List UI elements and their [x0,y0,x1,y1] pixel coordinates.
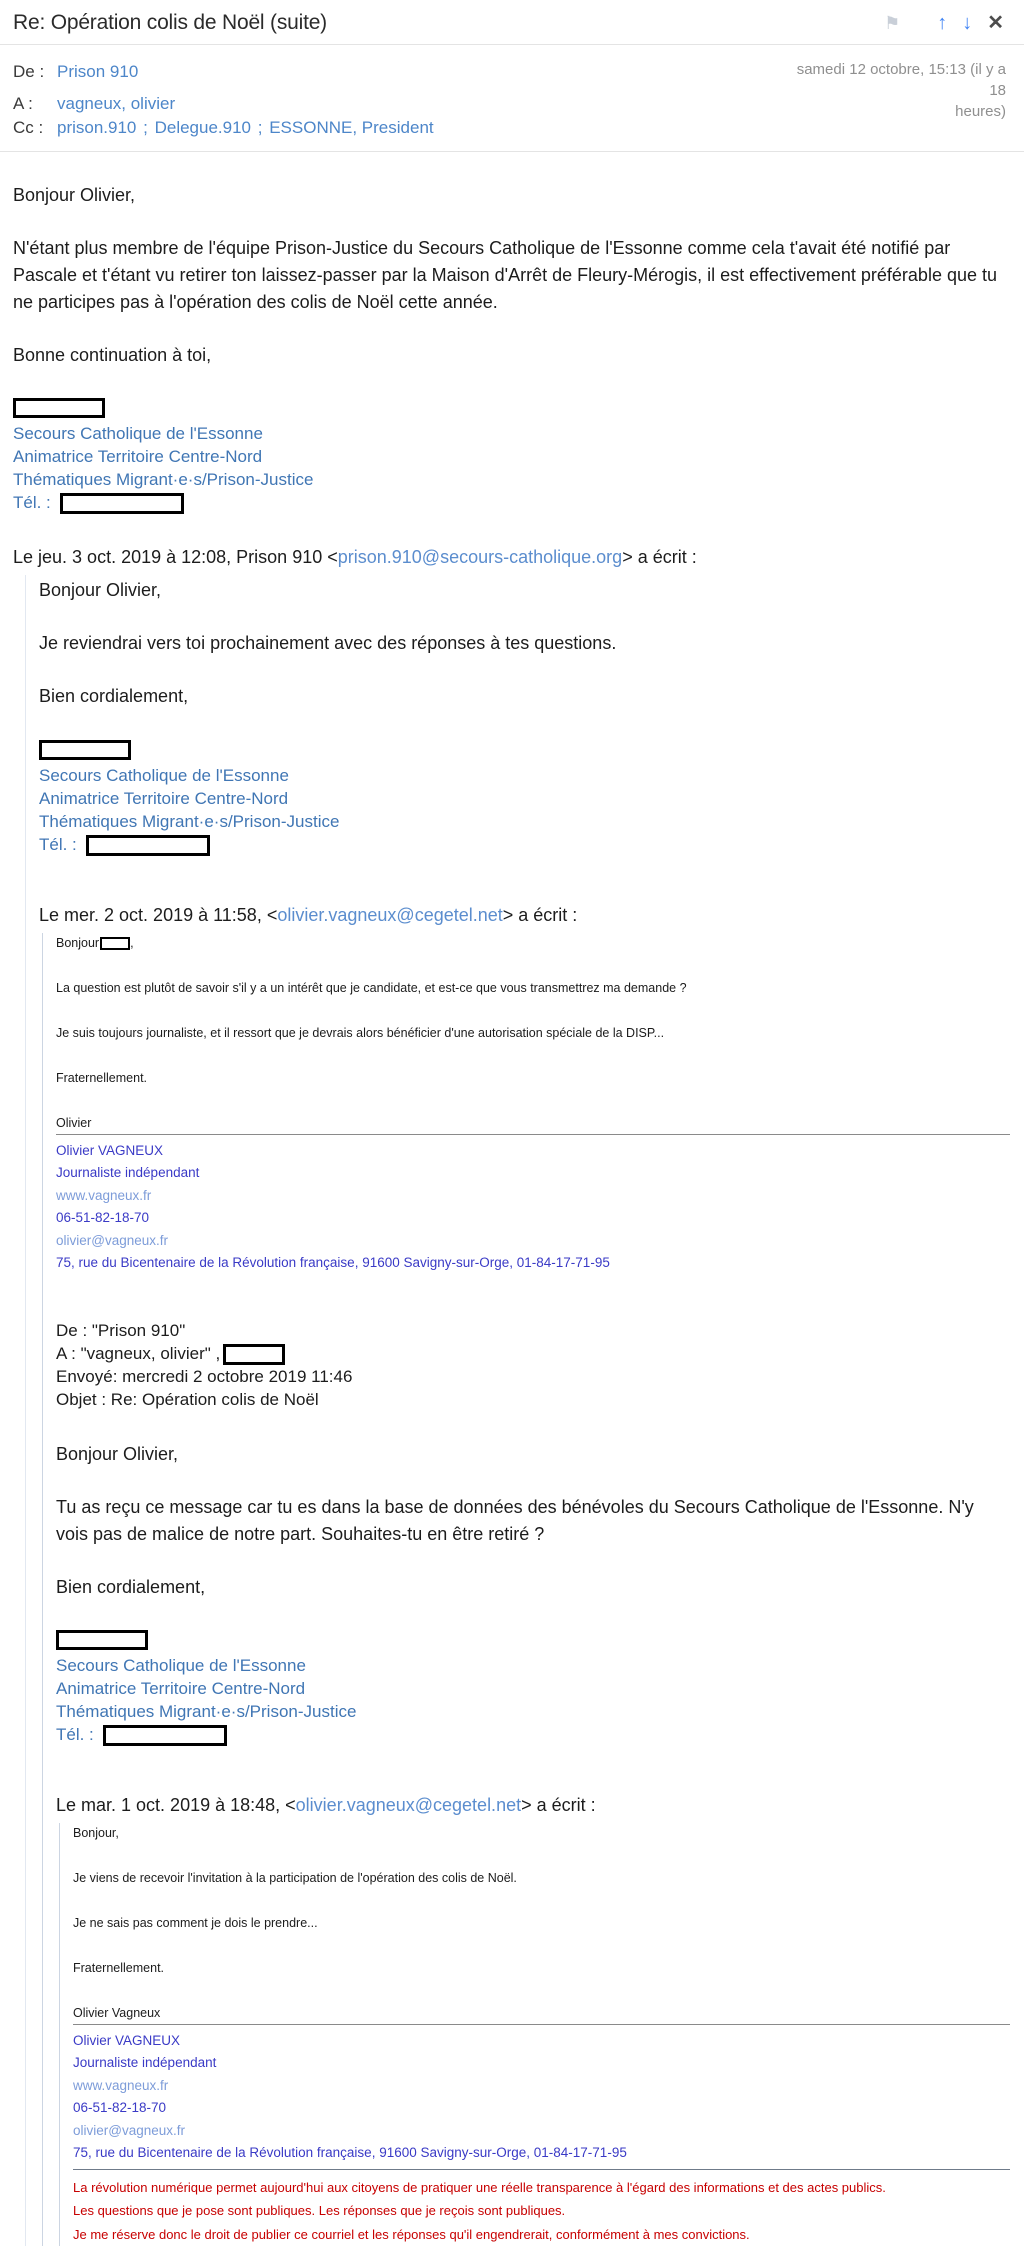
quote2-attribution-suffix: > a écrit : [502,904,578,925]
email-subject: Re: Opération colis de Noël (suite) [13,11,327,34]
vagneux-title: Journaliste indépendant [73,2055,217,2071]
q2-paragraph-3: Fraternellement. [56,1070,148,1085]
redacted-email [223,1344,285,1365]
vagneux-email-link[interactable]: olivier@vagneux.fr [56,1232,169,1248]
vagneux-name: Olivier VAGNEUX [56,1142,164,1158]
to-contact-link[interactable]: vagneux, olivier [57,94,176,113]
flag-icon[interactable]: ⚑ [884,13,901,33]
sc-signature-org: Secours Catholique de l'Essonne [13,424,263,444]
vagneux-address: 75, rue du Bicentenaire de la Révolution française, 91600 Savigny-sur-Orge, 01-84-17-71-95 [73,2145,627,2161]
quote1-attribution [13,544,1010,571]
main-paragraph: N'étant plus membre de l'équipe Prison-Justice du Secours Catholique de l'Essonne comme cela t'avait été notifié par Pascale et t'étant vu retirer ton laissez-passer par la Maison d'Arrêt de Fleury-Mérogis, il est effectivement préférable que tu ne participes pas à l'opération des colis de Noël cette année. [13,238,997,312]
redacted-name [56,1627,1010,1654]
sc-signature-tel [13,491,1010,514]
vagneux-signature-block [56,1140,1010,1275]
redacted-name [13,395,1010,422]
redacted-name-inline [100,937,130,950]
sc-signature-themes: Thématiques Migrant·e·s/Prison-Justice [13,470,314,490]
q3-greeting: Bonjour, [73,1825,119,1840]
signature-divider [56,1134,1010,1135]
inner-greeting: Bonjour Olivier, [56,1443,179,1464]
q3-paragraph-3: Fraternellement. [73,1960,165,1975]
quote2-attribution [39,902,1010,929]
disclaimer-line-3: Je me réserve donc le droit de publier ce courriel et les réponses qu'il engendrerait, conformément à mes convictions. [73,2226,750,2242]
cc-label: Cc : [13,118,44,137]
cc-contact-link[interactable]: prison.910 [57,118,137,137]
sc-signature-org: Secours Catholique de l'Essonne [56,1655,306,1675]
redacted-name [39,736,1010,763]
greeting-text: Bonjour Olivier, [13,185,136,205]
recipients-panel [0,45,1024,152]
cc-separator: ; [143,118,148,137]
received-date [776,59,1006,122]
cc-contact-link[interactable]: ESSONNE, President [269,118,434,137]
q2-greeting [56,935,1010,951]
q3-paragraph-1: Je viens de recevoir l'invitation à la participation de l'opération des colis de Noël. [73,1870,517,1885]
q1-greeting: Bonjour Olivier, [39,580,162,601]
arrow-down-icon[interactable]: ↓ [962,12,973,34]
received-date-line2: heures) [955,103,1006,120]
forwarded-header-block [56,1319,1010,1411]
redacted-phone [103,1725,227,1746]
redacted-phone [60,493,184,514]
sc-signature-role: Animatrice Territoire Centre-Nord [13,447,263,467]
vagneux-address: 75, rue du Bicentenaire de la Révolution française, 91600 Savigny-sur-Orge, 01-84-17-71-95 [56,1255,610,1271]
sc-signature-themes: Thématiques Migrant·e·s/Prison-Justice [56,1701,357,1721]
message-header-bar [0,0,1024,45]
cc-contact-link[interactable]: Delegue.910 [154,118,252,137]
from-contact-link[interactable]: Prison 910 [57,62,139,81]
sc-signature-block [13,422,1010,514]
q3-signoff-name: Olivier Vagneux [73,2005,161,2020]
vagneux-name: Olivier VAGNEUX [73,2032,181,2048]
redacted-phone [86,835,210,856]
fwd-to-text: A : "vagneux, olivier" , [56,1343,221,1363]
quote3-attribution [56,1792,1010,1819]
inner-closing: Bien cordialement, [56,1576,206,1597]
tel-label: Tél. : [39,834,77,854]
disclaimer-divider [73,2169,1010,2170]
quote1-attribution-text: Le jeu. 3 oct. 2019 à 12:08, Prison 910 < [13,547,338,568]
q2-paragraph-2: Je suis toujours journaliste, et il ressort que je devrais alors bénéficier d'une autorisation spéciale de la DISP... [56,1025,665,1040]
fwd-subject-line: Objet : Re: Opération colis de Noël [56,1389,319,1409]
fwd-from-line: De : "Prison 910" [56,1320,186,1340]
q2-greeting-suffix: , [130,935,134,950]
tel-label: Tél. : [13,493,51,513]
quote2-attribution-text: Le mer. 2 oct. 2019 à 11:58, < [39,904,278,925]
sc-signature-themes: Thématiques Migrant·e·s/Prison-Justice [39,811,340,831]
quoted-message-3 [59,1823,1010,2247]
closing-text: Bonne continuation à toi, [13,345,212,365]
tel-label: Tél. : [56,1724,94,1744]
vagneux-phone: 06-51-82-18-70 [56,1210,150,1226]
received-date-line1: samedi 12 octobre, 15:13 (il y a 18 [796,61,1006,99]
q1-closing: Bien cordialement, [39,686,189,707]
q2-greeting-text: Bonjour [56,935,100,950]
from-label: De : [13,62,45,81]
arrow-up-icon[interactable]: ↑ [937,12,948,34]
q3-small-text [73,1825,1010,2247]
public-disclaimer [73,2176,1010,2247]
q3-paragraph-2: Je ne sais pas comment je dois le prendre... [73,1915,318,1930]
sc-signature-role: Animatrice Territoire Centre-Nord [56,1678,306,1698]
inner-body: Tu as reçu ce message car tu es dans la base de données des bénévoles du Secours Catholique de l'Essonne. N'y vois pas de malice de notre part. Souhaites-tu en être retiré ? [56,1496,974,1544]
vagneux-email-link[interactable]: olivier@vagneux.fr [73,2122,186,2138]
quote3-attribution-suffix: > a écrit : [521,1794,596,1815]
inner-message [56,1441,1010,1746]
fwd-sent-line: Envoyé: mercredi 2 octobre 2019 11:46 [56,1366,353,1386]
sc-signature-role: Animatrice Territoire Centre-Nord [39,788,289,808]
q2-signoff-name: Olivier [56,1115,92,1130]
sc-signature-tel [39,833,1010,856]
vagneux-title: Journaliste indépendant [56,1165,200,1181]
q2-small-text [56,935,1010,1275]
signature-divider [73,2024,1010,2025]
disclaimer-line-1: La révolution numérique permet aujourd'hui aux citoyens de pratiquer une réelle transparence à l'égard des informations et des actes publics. [73,2179,886,2195]
quote1-attribution-suffix: > a écrit : [622,547,697,568]
fwd-to-line [56,1342,1010,1365]
sc-signature-tel [56,1723,1010,1746]
quote3-attribution-text: Le mar. 1 oct. 2019 à 18:48, < [56,1794,296,1815]
vagneux-website-link[interactable]: www.vagneux.fr [73,2077,169,2093]
q2-paragraph-1: La question est plutôt de savoir s'il y a un intérêt que je candidate, et est-ce que vous transmettrez ma demande ? [56,980,687,995]
sc-signature-block [56,1654,1010,1746]
quoted-message-1 [25,575,1010,2246]
message-actions [884,11,1004,33]
to-label: A : [13,94,33,113]
disclaimer-line-2: Les questions que je pose sont publiques. Les réponses que je reçois sont publiques. [73,2203,566,2219]
cc-separator: ; [257,118,263,137]
quote3-email-link[interactable]: olivier.vagneux@cegetel.net [295,1794,522,1815]
close-icon[interactable]: ✕ [987,12,1004,34]
sc-signature-block [39,764,1010,856]
q1-body: Je reviendrai vers toi prochainement avec des réponses à tes questions. [39,633,617,654]
vagneux-website-link[interactable]: www.vagneux.fr [56,1187,152,1203]
vagneux-signature-block [73,2030,1010,2165]
sc-signature-org: Secours Catholique de l'Essonne [39,765,289,785]
quote2-email-link[interactable]: olivier.vagneux@cegetel.net [277,904,503,925]
message-body [0,152,1024,2260]
quoted-message-2 [42,933,1010,2247]
quote1-email-link[interactable]: prison.910@secours-catholique.org [337,547,623,568]
vagneux-phone: 06-51-82-18-70 [73,2100,167,2116]
